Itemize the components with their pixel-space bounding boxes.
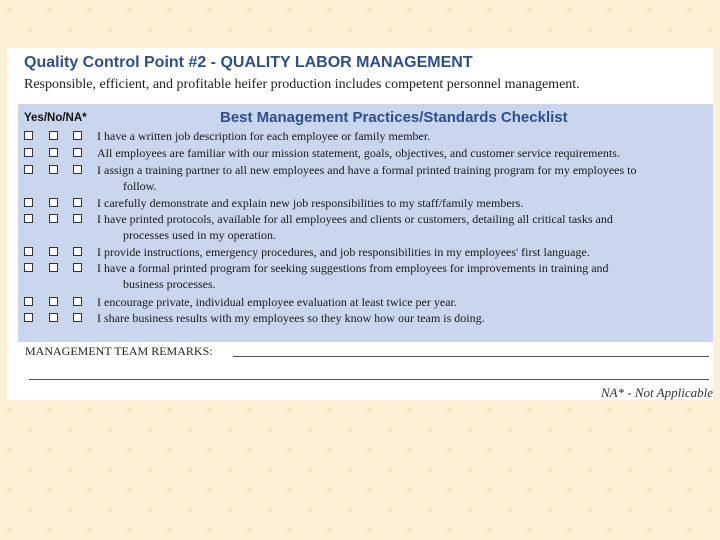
remarks-input-line[interactable] <box>29 379 709 380</box>
yes-checkbox[interactable] <box>24 297 33 306</box>
na-checkbox[interactable] <box>73 165 82 174</box>
yes-checkbox[interactable] <box>24 263 33 272</box>
no-checkbox[interactable] <box>49 198 58 207</box>
checklist-item <box>24 294 709 310</box>
no-checkbox[interactable] <box>49 165 58 174</box>
checklist-item-text: I have a written job description for each employee or family member. <box>97 129 431 143</box>
footnote: NA* - Not Applicable <box>600 385 713 400</box>
checklist-item <box>24 162 709 193</box>
remarks-input-line[interactable] <box>233 356 709 357</box>
checklist-card <box>7 48 713 400</box>
checklist-item-text: I carefully demonstrate and explain new job responsibilities to my staff/family members. <box>97 196 524 210</box>
no-checkbox[interactable] <box>49 131 58 140</box>
checklist-item <box>24 310 709 326</box>
columns-header: Yes/No/NA* <box>24 112 87 124</box>
checklist-item-text: I share business results with my employees so they know how our team is doing. <box>97 311 485 325</box>
checklist-item-text: I provide instructions, emergency procedures, and job responsibilities in my employees' first language. <box>97 245 590 259</box>
na-checkbox[interactable] <box>73 247 82 256</box>
no-checkbox[interactable] <box>49 214 58 223</box>
checklist-item-text: I encourage private, individual employee evaluation at least twice per year. <box>97 295 457 309</box>
checklist-item <box>24 211 709 242</box>
checklist-title: Best Management Practices/Standards Checklist <box>220 109 568 126</box>
remarks-label: MANAGEMENT TEAM REMARKS: <box>25 344 213 358</box>
page-subtitle: Responsible, efficient, and profitable heifer production includes competent personnel management. <box>24 77 580 92</box>
yes-checkbox[interactable] <box>24 148 33 157</box>
na-checkbox[interactable] <box>73 263 82 272</box>
na-checkbox[interactable] <box>73 148 82 157</box>
yes-checkbox[interactable] <box>24 198 33 207</box>
yes-checkbox[interactable] <box>24 214 33 223</box>
no-checkbox[interactable] <box>49 263 58 272</box>
checklist-item <box>24 244 709 260</box>
no-checkbox[interactable] <box>49 247 58 256</box>
na-checkbox[interactable] <box>73 131 82 140</box>
checklist-panel <box>18 104 713 342</box>
na-checkbox[interactable] <box>73 214 82 223</box>
checklist-item-text: All employees are familiar with our mission statement, goals, objectives, and customer service requirements. <box>97 146 620 160</box>
na-checkbox[interactable] <box>73 313 82 322</box>
checklist-item <box>24 260 709 291</box>
yes-checkbox[interactable] <box>24 165 33 174</box>
no-checkbox[interactable] <box>49 148 58 157</box>
checklist-item <box>24 195 709 211</box>
na-checkbox[interactable] <box>73 198 82 207</box>
yes-checkbox[interactable] <box>24 131 33 140</box>
checklist-item <box>24 145 709 161</box>
checklist-item-text: I have a formal printed program for seeking suggestions from employees for improvements in training and business processes. <box>97 261 609 291</box>
yes-checkbox[interactable] <box>24 247 33 256</box>
yes-checkbox[interactable] <box>24 313 33 322</box>
no-checkbox[interactable] <box>49 313 58 322</box>
checklist-item <box>24 128 709 144</box>
no-checkbox[interactable] <box>49 297 58 306</box>
na-checkbox[interactable] <box>73 297 82 306</box>
checklist-item-text: I assign a training partner to all new employees and have a formal printed training program for my employees to follow. <box>97 163 637 193</box>
checklist-item-text: I have printed protocols, available for all employees and clients or customers, detailing all critical tasks and processes used in my operation. <box>97 212 613 242</box>
page-title: Quality Control Point #2 - QUALITY LABOR MANAGEMENT <box>24 54 473 71</box>
